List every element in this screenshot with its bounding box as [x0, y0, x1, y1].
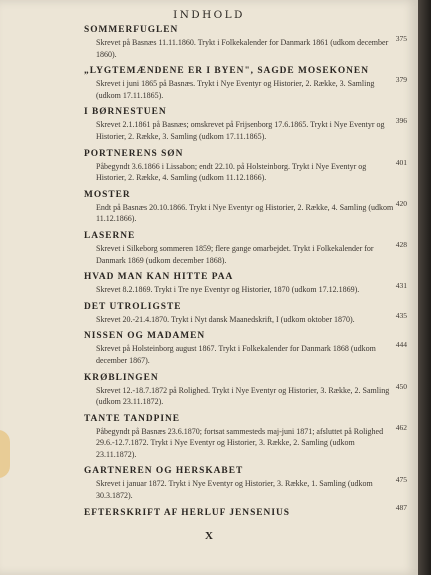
entry-title: LASERNE: [84, 230, 136, 241]
entry-description: Påbegyndt 3.6.1866 i Lissabon; endt 22.10. på Holsteinborg. Trykt i Nye Eventyr og Historier, 2. Række, 4. Samling (udkom 11.12.1866).: [96, 161, 367, 183]
entry-page-number: 431: [395, 281, 407, 291]
toc-entry: [84, 106, 407, 142]
entry-page-number: 375: [395, 34, 407, 43]
thumb-shadow: [0, 430, 10, 478]
entry-page-number: 435: [395, 310, 407, 320]
entry-description: Skrevet på Basnæs 11.11.1860. Trykt i Folkekalender for Danmark 1861 (udkom december 1860).: [96, 38, 389, 59]
entry-title: NISSEN OG MADAMEN: [84, 331, 206, 342]
entry-page-number: 420: [395, 198, 407, 208]
entry-title: PORTNERENS SØN: [84, 148, 184, 159]
entry-page-number: 444: [395, 340, 407, 350]
book-gutter-edge: [418, 0, 431, 575]
entry-page-number: 450: [395, 381, 407, 391]
entry-page-number: 487: [395, 502, 407, 512]
entry-page-number: 475: [395, 475, 407, 485]
entry-description: Skrevet på Holsteinborg august 1867. Trykt i Folkekalender for Danmark 1868 (udkom december 1867).: [96, 344, 376, 365]
entry-title: GARTNEREN OG HERSKABET: [84, 466, 244, 477]
entry-description: Endt på Basnæs 20.10.1866. Trykt i Nye Eventyr og Historier, 2. Række, 4. Samling (udkom 11.12.1866).: [96, 202, 394, 224]
toc-entry: [84, 502, 407, 520]
entry-title: DET UTROLIGSTE: [84, 301, 182, 312]
page-header: INDHOLD: [173, 9, 245, 21]
entry-title: HVAD MAN KAN HITTE PAA: [84, 272, 234, 283]
entry-title: TANTE TANDPINE: [84, 413, 181, 424]
entry-description: Skrevet i juni 1865 på Basnæs. Trykt i Nye Eventyr og Historier, 2. Række, 3. Samling (udkom 17.11.1865).: [96, 79, 375, 100]
entry-description: Skrevet i januar 1872. Trykt i Nye Eventyr og Historier, 3. Række, 1. Samling (udkom 30.3.1872).: [96, 479, 373, 501]
entry-title: KRØBLINGEN: [84, 372, 159, 383]
entry-title: MOSTER: [84, 189, 131, 200]
entry-title: EFTERSKRIFT AF HERLUF JENSENIUS: [84, 507, 290, 518]
toc-entry: [84, 65, 407, 101]
entry-page-number: 428: [395, 239, 407, 249]
entry-description: Påbegyndt på Basnæs 23.6.1870; fortsat sammesteds maj-juni 1871; afsluttet på Rolighed 29.6.-12.7.1872. Trykt i Nye Eventyr og Historier, 3. Række, 2. Samling (udkom 23.11.1872).: [96, 426, 384, 459]
entry-page-number: 396: [395, 116, 407, 126]
toc-entry: [84, 24, 407, 60]
toc-entry: [84, 465, 407, 501]
toc-entry: [84, 271, 407, 296]
entry-description: Skrevet 20.-21.4.1870. Trykt i Nyt dansk Maanedskrift, I (udkom oktober 1870).: [96, 314, 355, 324]
entry-description: Skrevet i Silkeborg sommeren 1859; flere gange omarbejdet. Trykt i Folkekalender for Danmark 1869 (udkom december 1868).: [96, 243, 374, 265]
entry-title: „LYGTEMÆNDENE ER I BYEN", SAGDE MOSEKONEN: [84, 66, 369, 77]
entry-description: Skrevet 2.1.1861 på Basnæs; omskrevet på Frijsenborg 17.6.1865. Trykt i Nye Eventyr og Historier, 2. Række, 3. Samling (udkom 17.11.1865).: [96, 120, 385, 141]
table-of-contents: [84, 24, 407, 525]
entry-description: Skrevet 12.-18.7.1872 på Rolighed. Trykt i Nye Eventyr og Historier, 3. Række, 2. Samling (udkom 23.11.1872).: [96, 385, 390, 407]
toc-entry: [84, 330, 407, 366]
entry-description: Skrevet 8.2.1869. Trykt i Tre nye Eventyr og Historier, 1870 (udkom 17.12.1869).: [96, 285, 360, 295]
toc-entry: [84, 372, 407, 408]
entry-page-number: 462: [395, 422, 407, 432]
entry-page-number: 379: [395, 75, 407, 85]
toc-entry: [84, 148, 407, 184]
entry-page-number: 401: [395, 157, 407, 167]
toc-entry: [84, 189, 407, 225]
entry-title: SOMMERFUGLEN: [84, 25, 179, 35]
toc-entry: [84, 230, 407, 266]
toc-entry: [84, 301, 407, 326]
page-footer-roman-numeral: X: [205, 530, 213, 542]
toc-entry: [84, 413, 407, 461]
entry-title: I BØRNESTUEN: [84, 107, 167, 118]
